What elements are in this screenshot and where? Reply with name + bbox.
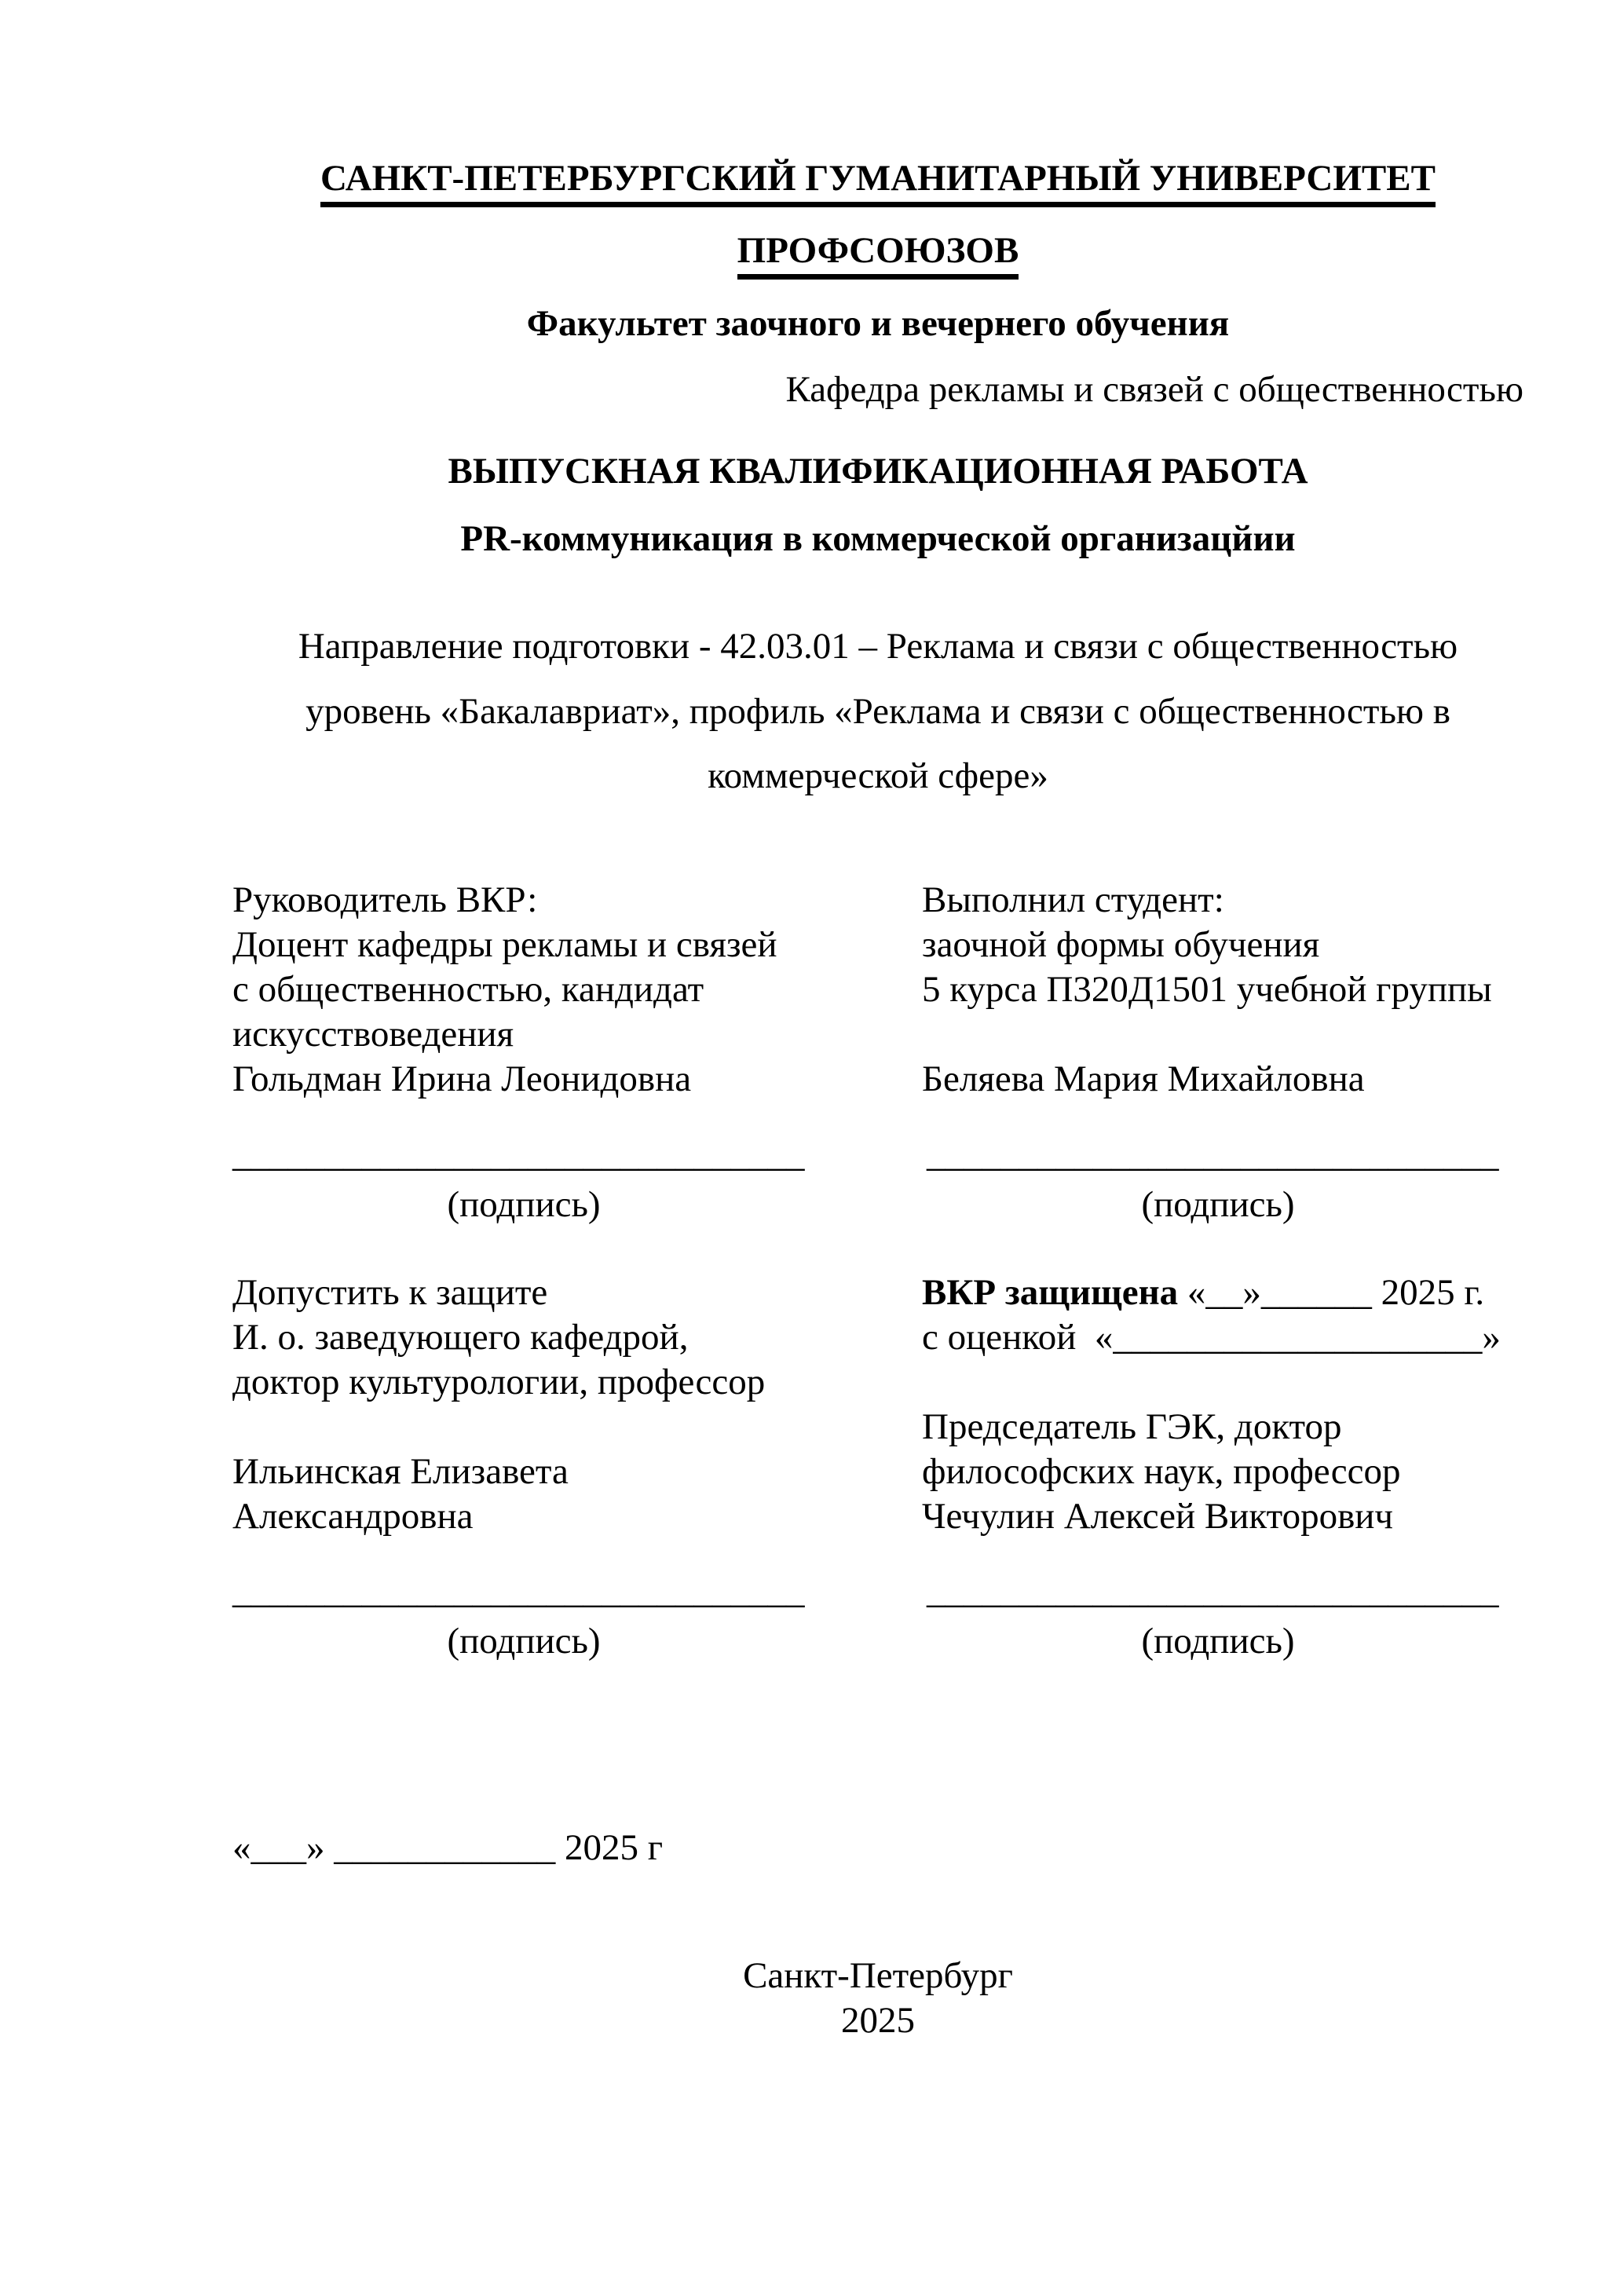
head-of-department-name: Александровна xyxy=(232,1496,474,1537)
committee-chair-line: Председатель ГЭК, доктор xyxy=(922,1406,1342,1447)
blank-line xyxy=(232,1405,837,1450)
signature-caption-student: (подпись) xyxy=(1141,1184,1295,1225)
student-column xyxy=(922,878,1527,1102)
program-line-2: уровень «Бакалавриат», профиль «Реклама и связи с общественностью в xyxy=(305,691,1450,732)
footer-year: 2025 xyxy=(841,2000,915,2041)
footer-city: Санкт-Петербург xyxy=(743,1955,1013,1996)
signature-caption-committee-chair: (подпись) xyxy=(1141,1621,1295,1662)
signature-caption-supervisor: (подпись) xyxy=(447,1184,601,1225)
program-line-3: коммерческой сфере» xyxy=(708,755,1048,796)
signature-caption-head-of-department: (подпись) xyxy=(447,1621,601,1662)
student-line: заочной формы обучения xyxy=(922,924,1320,965)
committee-chair-line: философских наук, профессор xyxy=(922,1451,1401,1492)
defense-date-line xyxy=(922,1270,1542,1315)
program-line-1: Направление подготовки - 42.03.01 – Реклама и связи с общественностью xyxy=(298,626,1458,667)
footer xyxy=(232,1954,1523,2043)
committee-chair-name: Чечулин Алексей Викторович xyxy=(922,1496,1394,1537)
defense-label: ВКР защищена xyxy=(922,1272,1179,1313)
signature-line-student: _______________________________ xyxy=(927,1134,1499,1175)
signature-line-supervisor: _______________________________ xyxy=(232,1134,805,1175)
supervisor-line: искусствоведения xyxy=(232,1014,514,1055)
signature-line-head-of-department: _______________________________ xyxy=(232,1570,805,1611)
admission-line: И. о. заведующего кафедрой, xyxy=(232,1317,689,1358)
admission-line: Допустить к защите xyxy=(232,1272,548,1313)
signature-line-committee-chair: _______________________________ xyxy=(927,1570,1499,1611)
university-name-line2 xyxy=(232,229,1523,280)
faculty-line: Факультет заочного и вечернего обучения xyxy=(526,303,1230,344)
work-type-heading: ВЫПУСКНАЯ КВАЛИФИКАЦИОННАЯ РАБОТА xyxy=(448,451,1308,492)
student-line: Выполнил студент: xyxy=(922,879,1224,920)
defense-date-blank: «__»______ 2025 г. xyxy=(1178,1272,1485,1313)
defense-column xyxy=(922,1270,1542,1539)
head-of-department-name: Ильинская Елизавета xyxy=(232,1451,569,1492)
supervisor-line: Доцент кафедры рекламы и связей xyxy=(232,924,777,965)
admission-column xyxy=(232,1270,837,1539)
student-name: Беляева Мария Михайловна xyxy=(922,1058,1365,1099)
grade-blank-line: с оценкой «____________________» xyxy=(922,1317,1501,1358)
department-line: Кафедра рекламы и связей с общественностью xyxy=(785,369,1523,410)
blank-line xyxy=(922,1012,1527,1057)
admission-date-blank: «___» ____________ 2025 г xyxy=(232,1827,664,1868)
admission-line: доктор культурологии, профессор xyxy=(232,1362,766,1402)
university-name-line1 xyxy=(232,157,1523,207)
university-name-line1-text: САНКТ-ПЕТЕРБУРГСКИЙ ГУМАНИТАРНЫЙ УНИВЕРСИТЕТ xyxy=(320,157,1436,207)
supervisor-line: с общественностью, кандидат xyxy=(232,969,704,1010)
supervisor-column xyxy=(232,878,837,1102)
blank-line xyxy=(922,1360,1542,1405)
supervisor-name: Гольдман Ирина Леонидовна xyxy=(232,1058,692,1099)
work-title: PR-коммуникация в коммерческой организацйии xyxy=(460,518,1296,559)
student-line: 5 курса П320Д1501 учебной группы xyxy=(922,969,1492,1010)
supervisor-line: Руководитель ВКР: xyxy=(232,879,538,920)
university-name-line2-text: ПРОФСОЮЗОВ xyxy=(737,229,1019,280)
